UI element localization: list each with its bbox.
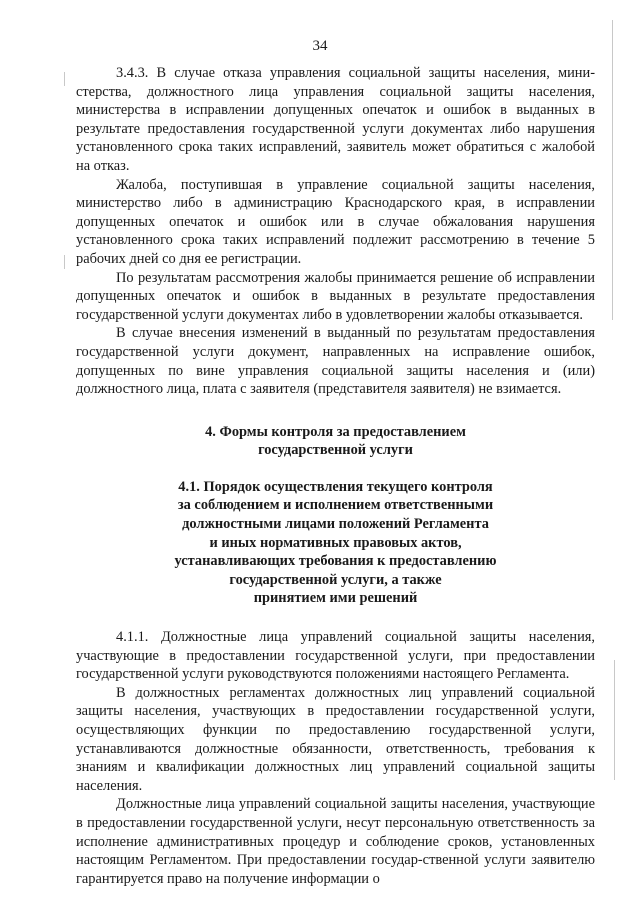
- subsection-heading-line: принятием ими решений: [253, 590, 418, 607]
- subsection-heading-line: государственной услуги, а также: [229, 571, 442, 588]
- paragraph-3-4-3: 3.4.3. В случае отказа управления социальной защиты населения, мини-стерства, должностного лица управления социальной защиты населения, министерства в исправлении допущенных опечаток и ошибок в выданных в результате предоставления государственной услуги документах либо нарушения установленного срока таких исправлений, заявитель может обратиться с жалобой на отказ.: [76, 65, 595, 174]
- scan-margin-line: [614, 660, 615, 780]
- paragraph-4-1-1: 4.1.1. Должностные лица управлений социальной защиты населения, участвующие в предоставлении государственной услуги, при предоставлении государственной услуги руководствуются положениями настоящего Регламента.: [76, 629, 595, 683]
- page-number: 34: [312, 38, 328, 54]
- paragraph-responsibility: Должностные лица управлений социальной защиты населения, участвующие в предоставлении государственной услуги, несут персональную ответственность за исполнение административных процедур и соблюдение сроков, установленных настоящим Регламентом. При предоставлении государ-ственной услуги заявителю гарантируется право на получение информации о: [76, 796, 595, 887]
- paragraph-no-fee: В случае внесения изменений в выданный по результатам предоставления государственной услуги документ, направленных на исправление ошибок, допущенных по вине управления социальной защиты населения и (или) должностного лица, плата с заявителя (представителя заявителя) не взимается.: [76, 325, 595, 398]
- scan-margin-tick: [64, 72, 65, 86]
- document-body: [76, 64, 595, 888]
- subsection-heading-line: устанавливающих требования к предоставлению: [174, 553, 497, 570]
- subsection-heading-line: 4.1. Порядок осуществления текущего контроля: [178, 478, 493, 495]
- subsection-heading-line: за соблюдением и исполнением ответственными: [177, 497, 494, 514]
- paragraph-decision: По результатам рассмотрения жалобы принимается решение об исправлении допущенных опечаток и ошибок в выданных в результате предоставления государственной услуги документах либо в удовлетворении жалобы отказывается.: [76, 269, 595, 323]
- subsection-heading-line: должностными лицами положений Регламента: [182, 516, 489, 533]
- paragraph-complaint: Жалоба, поступившая в управление социальной защиты населения, министерство либо в администрацию Краснодарского края, в исправлении допущенных опечаток и ошибок или в случае обжалования нарушения установленного срока таких исправлений подлежит рассмотрению в течение 5 рабочих дней со дня ее регистрации.: [76, 176, 595, 267]
- section-heading-line: 4. Формы контроля за предоставлением: [205, 423, 466, 440]
- section-heading-4: [76, 423, 595, 460]
- subsection-heading-line: и иных нормативных правовых актов,: [209, 534, 462, 551]
- subsection-heading-4-1: [76, 478, 595, 608]
- paragraph-job-regulations: В должностных регламентах должностных лиц управлений социальной защиты населения, участвующих в предоставлении государственной услуги, осуществляющих функции по предоставлению государственной услуги, устанавливаются должностные обязанности, ответственность, требования к знаниям и квалификации должностных лиц управлений социальной защиты населения.: [76, 684, 595, 794]
- section-heading-line: государственной услуги: [258, 442, 413, 459]
- scan-margin-line: [612, 20, 613, 320]
- scan-margin-tick: [64, 255, 65, 269]
